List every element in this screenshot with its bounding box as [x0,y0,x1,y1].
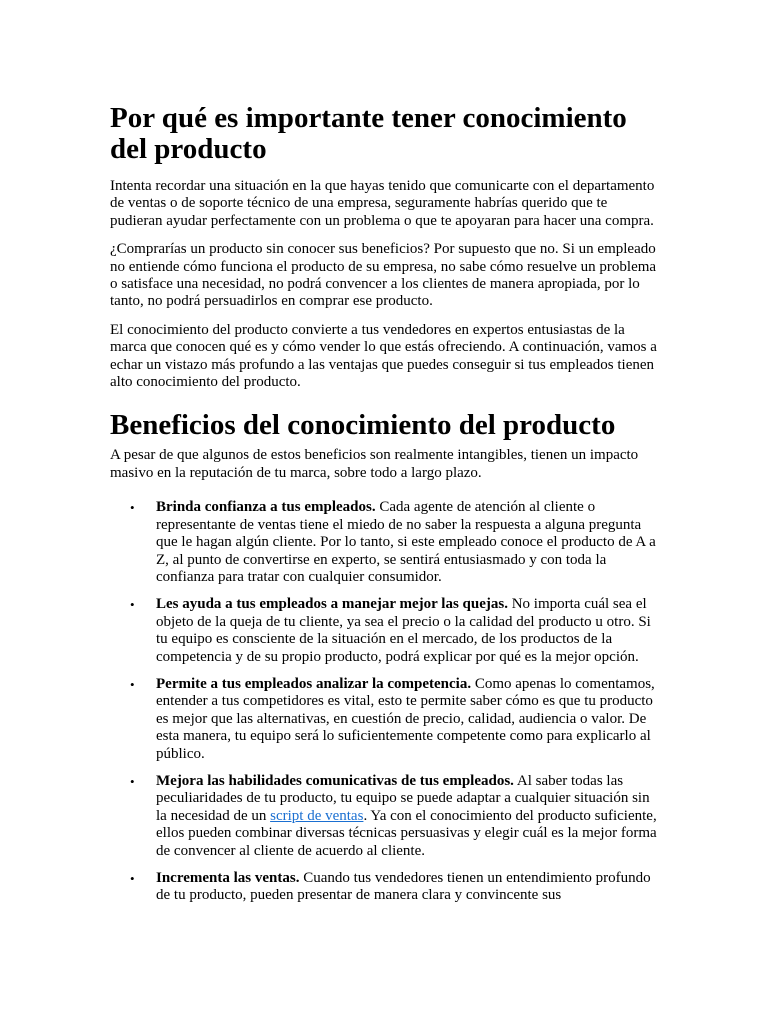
bullet-icon: • [130,500,135,516]
list-item [110,499,662,586]
benefit-text: Como apenas lo comentamos, entender a tus competidores es vital, esto te permite saber cómo es que tu producto es mejor que las alternativas, en cuestión de precio, calidad, audiencia o valor. De esta manera, tu equipo será lo suficientemente competente como para explicarlo al público. [156,675,655,762]
section-intro: A pesar de que algunos de estos beneficios son realmente intangibles, tienen un impacto masivo en la reputación de tu marca, sobre todo a largo plazo. [110,447,639,481]
page-title: Por qué es importante tener conocimiento del producto [110,102,627,165]
benefit-text: Cuando tus vendedores tienen un entendimiento profundo de tu producto, pueden presentar de manera clara y convincente sus [156,870,651,904]
bullet-icon: • [130,773,135,789]
bullet-icon: • [130,871,135,886]
section-heading: Beneficios del conocimiento del producto [110,409,616,442]
benefit-text-continued: . Ya con el conocimiento del producto suficiente, ellos pueden combinar diversas técnicas persuasivas y elegir cuál es la mejor forma de convencer al cliente de acuerdo al cliente. [156,807,657,859]
list-item [110,773,662,860]
benefit-text: Al saber todas las peculiaridades de tu producto, tu equipo se puede adaptar a cualquier situación sin la necesidad de un [156,772,650,824]
bullet-icon: • [130,597,135,613]
benefit-title: Mejora las habilidades comunicativas de tus empleados. [156,772,514,789]
benefit-title: Incrementa las ventas. [156,870,300,886]
benefit-text: Cada agente de atención al cliente o representante de ventas tiene el miedo de no saber la respuesta a alguna pregunta que le hagan algún cliente. Por lo tanto, si este empleado conoce el producto de A a Z, al punto de convertirse en experto, se sentirá entusiasmado y con toda la confianza para tratar con cualquier consumidor. [156,499,656,585]
intro-paragraph-3: El conocimiento del producto convierte a tus vendedores en expertos entusiastas de la marca que conocen qué es y cómo vender lo que estás ofreciendo. A continuación, vamos a echar un vistazo más profundo a las ventajas que puedes conseguir si tus empleados tienen alto conocimiento del producto. [110,321,657,391]
intro-paragraph-2: ¿Comprarías un producto sin conocer sus beneficios? Por supuesto que no. Si un empleado no entiende cómo funciona el producto de su empresa, no sabe cómo resuelve un problema o satisface una necesidad, no podrá convencer a los clientes de manera apropiada, por lo tanto, no podrá persuadirlos en comprar ese producto. [110,241,657,310]
benefit-text: No importa cuál sea el objeto de la queja de tu cliente, ya sea el precio o la calidad del producto u otro. Si tu equipo es consciente de la situación en el mercado, de los productos de la competencia y de su propio producto, podrá explicar por qué es la mejor opción. [156,596,651,665]
list-item [110,870,662,905]
bullet-icon: • [130,676,135,692]
list-item [110,596,662,666]
benefits-list [110,499,662,905]
list-item [110,676,662,763]
intro-paragraph-1: Intenta recordar una situación en la que hayas tenido que comunicarte con el departamento de ventas o de soporte técnico de una empresa, seguramente habrías querido que te pudieran ayudar perfectamente con un problema o que te apoyaran para hacer una compra. [110,178,655,229]
script-de-ventas-link[interactable]: script de ventas [270,807,364,824]
document-page [110,100,662,915]
benefit-title: Permite a tus empleados analizar la competencia. [156,675,472,692]
benefit-title: Les ayuda a tus empleados a manejar mejor las quejas. [156,596,508,613]
benefit-title: Brinda confianza a tus empleados. [156,499,376,516]
